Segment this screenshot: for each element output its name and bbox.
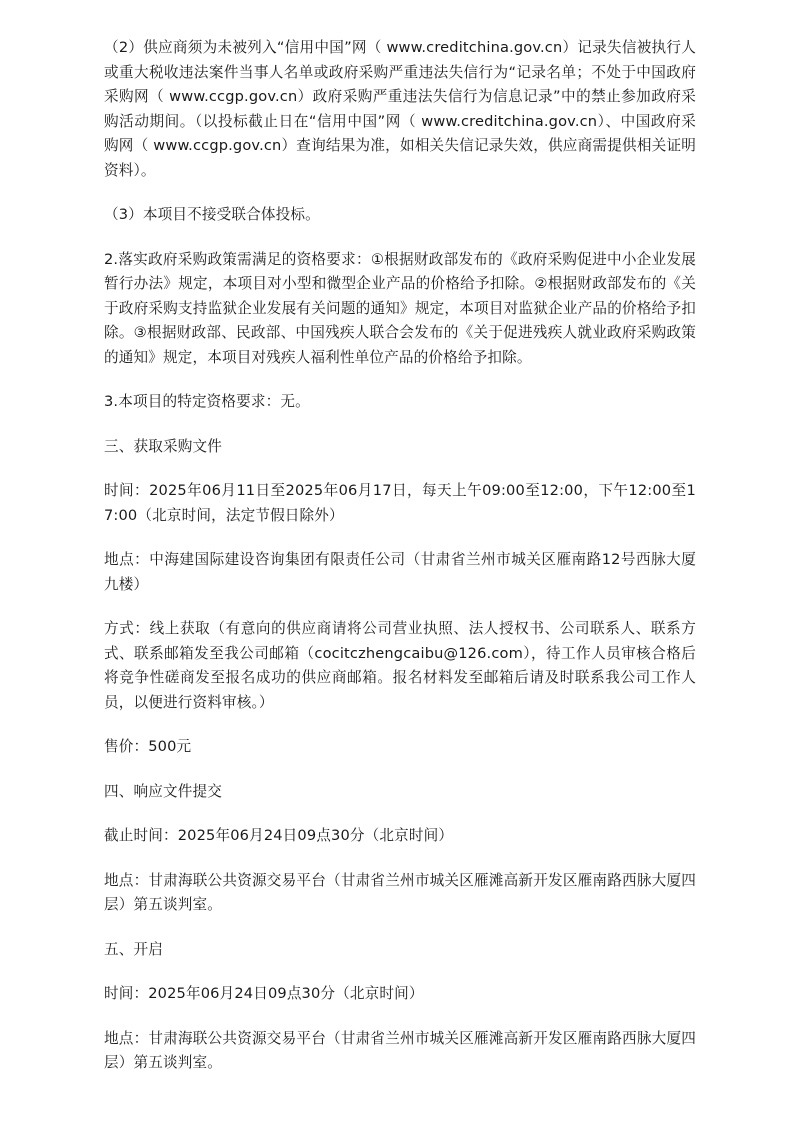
paragraph-specific-requirements: 3.本项目的特定资格要求：无。 bbox=[104, 393, 310, 410]
paragraph-price: 售价：500元 bbox=[104, 738, 192, 755]
paragraph-qualification-3: （3）本项目不接受联合体投标。 bbox=[104, 206, 320, 223]
section-heading-opening: 五、开启 bbox=[104, 940, 163, 958]
section-heading-submission: 四、响应文件提交 bbox=[104, 782, 222, 800]
paragraph-opening-time: 时间：2025年06月24日09点30分（北京时间） bbox=[104, 985, 424, 1002]
paragraph-opening-location: 地点：甘肃海联公共资源交易平台（甘肃省兰州市城关区雁滩高新开发区雁南路西脉大厦四层）第五谈判室。 bbox=[104, 1029, 696, 1071]
section-heading-obtain-documents: 三、获取采购文件 bbox=[104, 437, 222, 455]
document-page bbox=[104, 36, 696, 1096]
paragraph-qualification-2: （2）供应商须为未被列入“信用中国”网（ www.creditchina.gov.cn）记录失信被执行人或重大税收违法案件当事人名单或政府采购严重违法失信行为“记录名单；不处于中国政府采购网（ www.ccgp.gov.cn）政府采购严重违法失信行为信息记录”中的禁止参加政府采购活动期间。（以投标截止日在“信用中国”网（ www.creditchina.gov.cn）、中国政府采购网（ www.ccgp.gov.cn）查询结果为准，如相关失信记录失效，供应商需提供相关证明资料）。 bbox=[104, 39, 696, 179]
paragraph-policy-requirements: 2.落实政府采购政策需满足的资格要求：①根据财政部发布的《政府采购促进中小企业发展暂行办法》规定，本项目对小型和微型企业产品的价格给予扣除。②根据财政部发布的《关于政府采购支持监狱企业发展有关问题的通知》规定，本项目对监狱企业产品的价格给予扣除。③根据财政部、民政部、中国残疾人联合会发布的《关于促进残疾人就业政府采购政策的通知》规定，本项目对残疾人福利性单位产品的价格给予扣除。 bbox=[104, 250, 696, 366]
paragraph-obtain-time: 时间：2025年06月11日至2025年06月17日，每天上午09:00至12:00，下午12:00至17:00（北京时间，法定节假日除外） bbox=[104, 482, 696, 524]
paragraph-obtain-method: 方式：线上获取（有意向的供应商请将公司营业执照、法人授权书、公司联系人、联系方式、联系邮箱发至我公司邮箱（cocitczhengcaibu@126.com），待工作人员审核合格后将竞争性磋商发至报名成功的供应商邮箱。报名材料发至邮箱后请及时联系我公司工作人员，以便进行资料审核。） bbox=[104, 620, 696, 711]
paragraph-obtain-location: 地点：中海建国际建设咨询集团有限责任公司（甘肃省兰州市城关区雁南路12号西脉大厦九楼） bbox=[104, 551, 696, 593]
paragraph-submission-deadline: 截止时间：2025年06月24日09点30分（北京时间） bbox=[104, 827, 454, 844]
paragraph-submission-location: 地点：甘肃海联公共资源交易平台（甘肃省兰州市城关区雁滩高新开发区雁南路西脉大厦四层）第五谈判室。 bbox=[104, 871, 696, 913]
